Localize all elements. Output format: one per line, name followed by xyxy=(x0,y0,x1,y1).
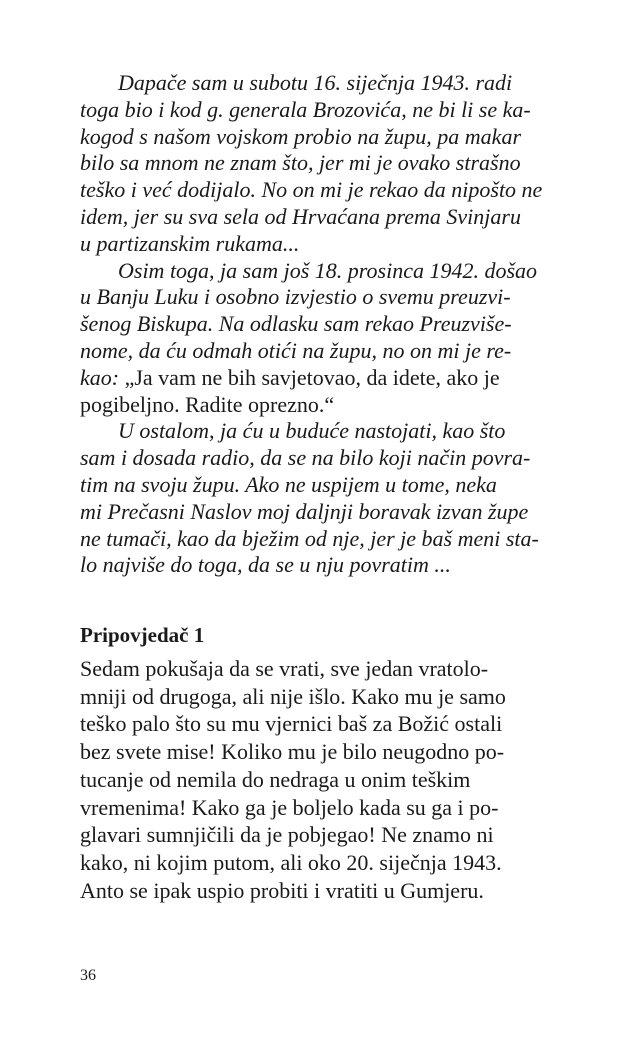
letter-line: šenog Biskupa. Na odlasku sam rekao Preuzviše- xyxy=(80,311,512,337)
letter-line: Dapače sam u subotu 16. siječnja 1943. radi xyxy=(118,70,513,95)
letter-line: u partizanskim rukama... xyxy=(80,230,300,256)
quoted-letter xyxy=(80,70,568,579)
narration-line: tucanje od nemila do nedraga u onim teškim xyxy=(80,766,471,792)
letter-line: ne tumači, kao da bježim od nje, jer je baš meni sta- xyxy=(80,525,539,551)
letter-line: toga bio i kod g. generala Brozovića, ne bi li se ka- xyxy=(80,96,531,122)
letter-line: nome, da ću odmah otići na župu, no on mi je re- xyxy=(80,337,512,363)
letter-line-mixed xyxy=(80,365,568,392)
letter-line: U ostalom, ja ću u buduće nastojati, kao što xyxy=(118,418,506,444)
page-number: 36 xyxy=(80,967,96,984)
narration-line: vremenima! Kako ga je boljelo kada su ga i po- xyxy=(80,794,499,820)
narration-line: Sedam pokušaja da se vrati, sve jedan vratolo- xyxy=(80,656,489,681)
letter-line: kogod s našom vojskom probio na župu, pa makar xyxy=(80,123,521,149)
bishop-quote: „Ja vam ne bih savjetovao, da idete, ako je xyxy=(124,364,500,390)
narration-line: bez svete mise! Koliko mu je bilo neugodno po- xyxy=(80,739,505,765)
letter-line: sam i dosada radio, da se na bilo koji način povra- xyxy=(80,445,531,471)
letter-line: tim na svoju župu. Ako ne uspijem u tome, neka xyxy=(80,471,497,497)
narration-line: teško palo što su mu vjernici baš za Božić ostali xyxy=(80,711,503,737)
letter-text: kao: xyxy=(80,364,125,390)
narrator-paragraph xyxy=(80,655,570,904)
letter-line: u Banju Luku i osobno izvjestio o svemu preuzvi- xyxy=(80,284,511,310)
letter-line: Osim toga, ja sam još 18. prosinca 1942. došao xyxy=(118,257,538,283)
section-heading: Pripovjedač 1 xyxy=(80,623,205,647)
narration-line: Anto se ipak uspio probiti i vratiti u Gumjeru. xyxy=(80,877,484,903)
letter-line: mi Prečasni Naslov moj daljnji boravak izvan župe xyxy=(80,498,529,524)
letter-line: lo najviše do toga, da se u nju povratim ... xyxy=(80,552,451,578)
narration-line: kako, ni kojim putom, ali oko 20. siječnja 1943. xyxy=(80,849,502,875)
letter-line: teško i već dodijalo. No on mi je rekao da nipošto ne xyxy=(80,177,543,203)
narration-line: glavari sumnjičili da je pobjegao! Ne znamo ni xyxy=(80,822,494,848)
letter-line: idem, jer su sva sela od Hrvaćana prema Svinjaru xyxy=(80,203,521,229)
narration-line: mniji od drugoga, ali nije išlo. Kako mu je samo xyxy=(80,683,506,709)
letter-line: bilo sa mnom ne znam što, jer mi je ovako strašno xyxy=(80,150,521,176)
bishop-quote-end: pogibeljno. Radite oprezno.“ xyxy=(80,391,335,417)
